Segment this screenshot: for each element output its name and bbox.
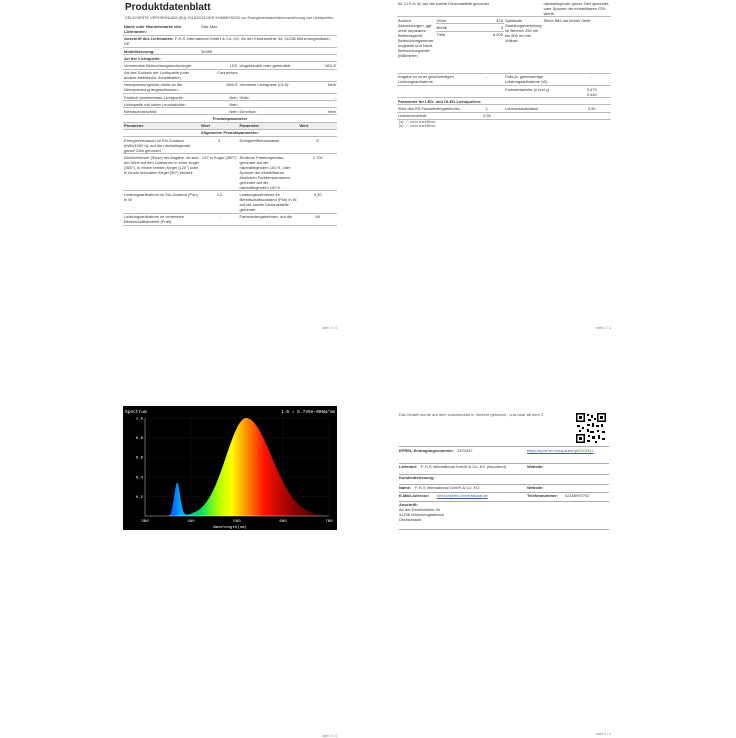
table-row: Verwendete Beleuchtungstechnologie: LED Ungebündelt oder gebündelt: NDLS bbox=[124, 62, 336, 68]
divider bbox=[399, 446, 609, 447]
table-row: Energieverbrauch im Ein-Zustand (kWh/1000 h); auf die nächstliegende ganze Zahl gerundet 4 Energieeffizienzklasse G bbox=[123, 137, 337, 154]
qr-code bbox=[575, 412, 607, 444]
name-label: Name: bbox=[399, 485, 412, 490]
page-number: seite 2 / 4 bbox=[595, 326, 611, 330]
website-label: Website: bbox=[527, 464, 544, 469]
table-row: Angabe zu einer gleichwertigen Leistungsaufnahme - Falls ja, gleichwertige Leistungsaufnahme (W) - bbox=[397, 73, 611, 85]
table-row: Leistungsaufnahme im vernetzten Bereitschaftsbetrieb (Pnet) - Farbwiedergabeindex, auf die 84 bbox=[123, 213, 337, 225]
customer-service-label: Kundenbetreuung: bbox=[399, 475, 435, 480]
spectrum-chart bbox=[123, 406, 337, 530]
table-row: Farblich abstimmbare Lichtquelle: Nein Hülle: - bbox=[124, 94, 336, 100]
table-row: Tiefe 6.000 bbox=[397, 31, 611, 73]
name-value: F-H-S International GmbH & Co. KG bbox=[415, 485, 480, 490]
table-row: Netzspannung/nicht direkt an die Netzspannung angeschlossen: NMLS Vernetzte Lichtquelle (CLS): Nein bbox=[124, 82, 336, 93]
chart-title: Spectrum bbox=[125, 410, 147, 415]
table-row: Breite 3 bbox=[436, 24, 503, 30]
table-row: Wert des R9-Farbwiedergabeindex 1 Lebensdauerfaktor 0,90 bbox=[397, 105, 611, 112]
y-tick-label: 0.2 bbox=[135, 495, 143, 500]
page-title: Produktdatenblatt bbox=[125, 2, 211, 13]
section-header: Allgemeine Produktparameter: bbox=[123, 129, 337, 136]
datasheet-page-1 bbox=[123, 0, 337, 330]
x-tick-label: 680 bbox=[279, 520, 287, 524]
eprel-label: EPREL-Eintragungsnummer: bbox=[399, 448, 455, 453]
table-row: für CLS in W, auf die zweite Dezimalstelle gerundet nächstliegende ganze Zahl gerundet, oder Spanne der einstellbaren CRI-Werte bbox=[398, 0, 610, 16]
divider bbox=[399, 529, 609, 530]
table-row: Lichtquelle mit hoher Leuchtdichte: Nein bbox=[123, 101, 337, 108]
page-subtitle: DELEGIERTE VERORDNUNG (EU) 2019/2015 DER KOMMISSION zur Energieverbrauchskennzeichnung von Lichtquellen bbox=[125, 16, 334, 20]
parameter-table-continued bbox=[397, 0, 611, 120]
qr-code-icon bbox=[575, 412, 607, 444]
phone-value: 02166997700 bbox=[565, 493, 590, 498]
page-number: seite 4 / 4 bbox=[595, 732, 611, 736]
datasheet-page-3 bbox=[123, 406, 337, 736]
table-row: Blendschutzschild: Nein Dimmbar: Nein bbox=[124, 108, 336, 114]
eprel-link[interactable]: https://eprel.ec.europa.eu/qr/2370347 bbox=[527, 448, 594, 453]
table-row: Art der Lichtquelle: bbox=[123, 55, 337, 62]
market-intro-text: Das Modell wurde auf dem Unionsmarkt in Verkehr gebracht , und zwar ab dem 2 bbox=[399, 412, 544, 417]
table-row: Lichtstromerhalt 0,95 bbox=[397, 112, 611, 119]
table-header: Parameter Wert Parameter Wert bbox=[123, 122, 337, 129]
table-row: Name oder Handelsmarke des Lieferanten: Star-Max bbox=[123, 24, 337, 36]
supplier-value: F-H-S International GmbH & Co. KG (Importeur) bbox=[421, 464, 507, 469]
table-row: Nutzlichtstrom (Φuse) mit Angabe, ob sich der Wert auf den Lichtstrom in einer Kugel (360°), in einem breiten Kegel (120°) oder in einem schmalen Kegel (90°) bezieht 247 in Kugel (360°) Ähnliche Farbtemperatur, gerundet auf die nächstliegenden 100 K, oder Spanne der einstellbaren ähnlichen Farbtemperaturen, gerundet auf die nächstliegenden 100 K 2 700 bbox=[123, 154, 337, 191]
address-label: Anschrift: bbox=[399, 502, 418, 507]
table-row: Art des Sockels der Lichtquelle (oder andere elektrische Schnittstelle) Connectors bbox=[123, 69, 337, 81]
y-tick-label: 0.4 bbox=[135, 476, 143, 481]
x-tick-label: 580 bbox=[233, 520, 241, 524]
section-header: Parameter für LED- und OLED-Lichtquellen: bbox=[397, 98, 611, 105]
x-axis-label: Wavelength(nm) bbox=[213, 526, 247, 530]
table-row: Äußere Abmessungen, ggf. ohne separates Betriebsgerät, Beleuchtungssteuerungsteile und Nicht-Beleuchtungsteile (Millimeter) Höhe 425 Spektrale Strahlungsverteilung im Bereich 250 nm bis 800 nm bei Volllast Siehe Bild auf letzter Seite bbox=[397, 17, 611, 24]
table-row: Modellkennung: 36359 bbox=[123, 47, 337, 54]
eprel-number: 2370347 bbox=[457, 448, 473, 453]
table-row: Anschrift des Lieferanten: F-H-S International GmbH & Co. KG, An der Eickesmühle 34, 41238 Mönchengladbach, DE bbox=[123, 35, 337, 47]
address-line: 41238 Mönchengladbach bbox=[399, 512, 444, 517]
x-tick-label: 480 bbox=[187, 520, 195, 524]
light-source-table bbox=[123, 24, 337, 226]
x-tick-label: 780 bbox=[325, 520, 333, 524]
chart-scale-note: 1.0 = 5.749e-005W/nm bbox=[280, 410, 335, 415]
email-label: E-Mail-Adresse: bbox=[399, 493, 430, 498]
footnote: (a) "-": nicht zutreffend; bbox=[399, 119, 436, 124]
y-tick-label: 0.8 bbox=[135, 437, 143, 442]
y-tick-label: 1.0 bbox=[135, 417, 143, 422]
address-line: Deutschland bbox=[399, 517, 422, 522]
address-line: An der Eickesmühle 34 bbox=[399, 507, 441, 512]
y-tick-label: 0.6 bbox=[135, 456, 143, 461]
email-link[interactable]: service@fhs-international.de bbox=[437, 493, 488, 498]
footnote: (b) "-": nicht zutreffend. bbox=[399, 124, 436, 129]
x-tick-label: 380 bbox=[141, 520, 149, 524]
datasheet-page-2 bbox=[397, 0, 611, 330]
phone-label: Telefonnummer: bbox=[527, 493, 559, 498]
page-number: seite 1 / 4 bbox=[321, 326, 337, 330]
divider bbox=[399, 501, 609, 502]
datasheet-page-4 bbox=[397, 406, 611, 736]
section-header: Produktparameter bbox=[123, 115, 337, 122]
table-row: Farbwertanteile (x und y) 0,473 0,440 bbox=[397, 85, 611, 97]
supplier-label: Lieferant: bbox=[399, 464, 418, 469]
page-number: seite 3 / 4 bbox=[321, 734, 337, 738]
website-label: Website: bbox=[527, 485, 544, 490]
table-row: Leistungsaufnahme im Ein-Zustand (Pon) in W 3,2 Leistungsaufnahme im Bereitschaftszustand (Psb) in W, auf die zweite Dezimalstelle gerundet 0,30 bbox=[123, 191, 337, 213]
